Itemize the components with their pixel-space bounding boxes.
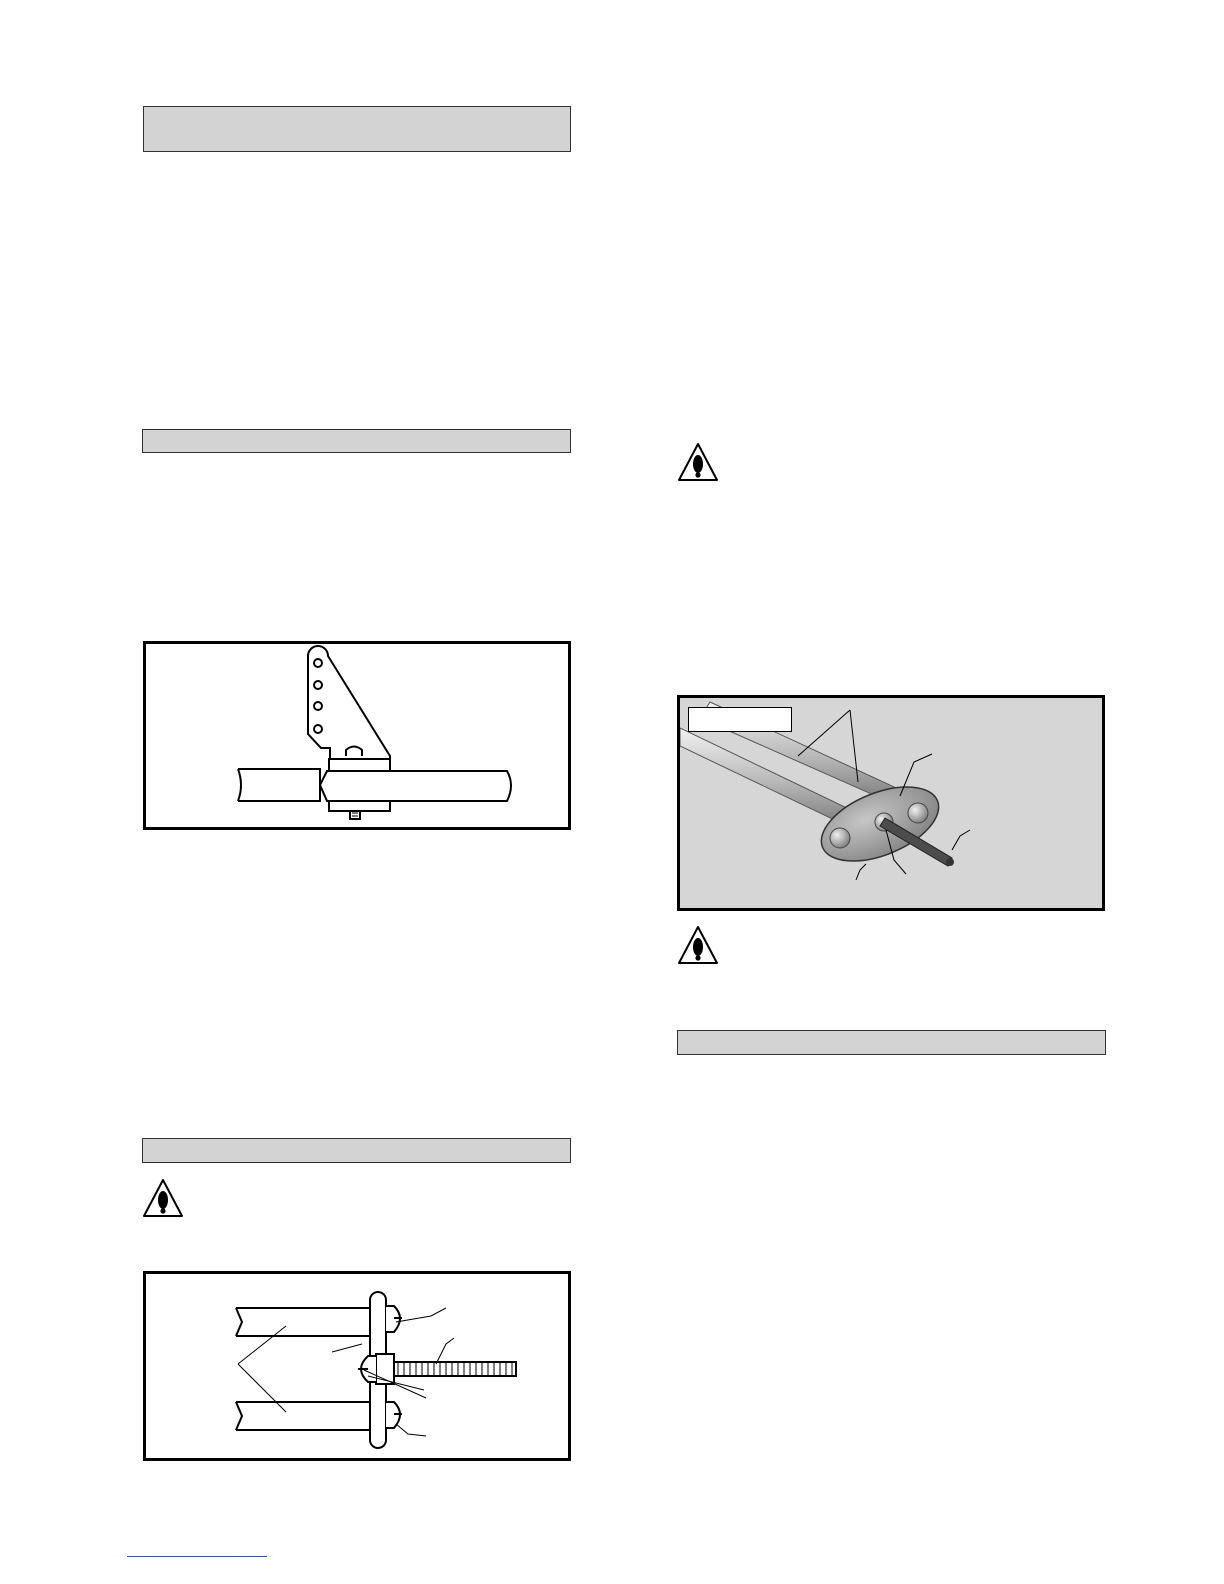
section-header-box	[143, 106, 571, 152]
control-horn-figure	[143, 641, 571, 830]
pushrod-plate-diagram	[146, 1274, 568, 1458]
photo-label	[688, 707, 792, 732]
warning-icon	[677, 442, 719, 482]
control-horn-diagram	[146, 644, 568, 827]
warning-icon	[677, 925, 719, 965]
section-bar-2	[142, 1138, 571, 1163]
pushrod-plate-figure	[143, 1271, 571, 1461]
footer-link[interactable]	[127, 1556, 267, 1557]
warning-icon	[142, 1178, 184, 1218]
section-bar-3	[677, 1030, 1106, 1055]
pushrod-plate-photo-figure	[677, 695, 1105, 911]
section-bar-1	[142, 429, 571, 453]
